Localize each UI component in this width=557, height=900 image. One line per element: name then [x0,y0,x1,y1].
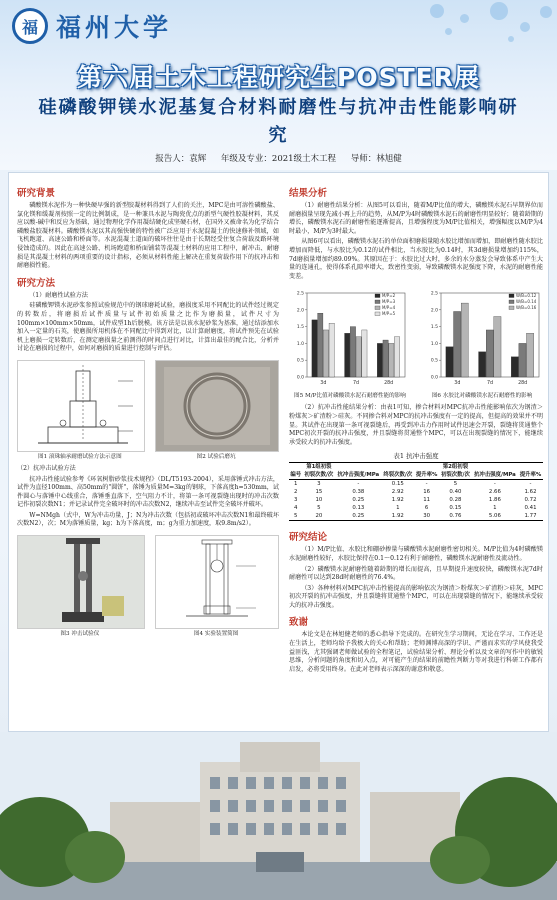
bar [377,344,382,378]
bar [511,357,518,377]
table-cell: 0.25 [335,512,381,521]
table-cell: 5.06 [472,512,518,521]
y-tick-label: 2.0 [296,308,304,314]
university-logo [12,8,172,44]
bar [318,314,323,378]
table-cell: 1.92 [391,496,404,503]
legend-swatch [375,312,380,316]
figure-row-1-captions [17,454,279,461]
ack-heading: 致谢 [289,617,309,629]
figure-6-caption: 图6 水胶比对磷酸镁水泥石耐磨性的影响 [431,393,533,400]
table-cell: 0.15 [391,480,404,487]
figure-2-caption: 图2 试验后磨坑 [196,453,236,460]
left-column [17,181,279,638]
campus-building-illustration [0,732,557,900]
table-group-header-cell: 第1组初裂 [303,463,336,472]
y-tick-label: 0.0 [296,375,304,381]
table-cell: 0.15 [449,504,462,511]
poster-header [0,0,557,170]
y-tick-label: 0.0 [430,375,438,381]
legend-label: M/P=3 [382,299,396,305]
table-cell: 2.92 [391,488,404,495]
bar [461,303,468,377]
table-row [289,496,543,504]
advisor: 导师：林旭健 [350,154,402,164]
table-cell: 30 [414,512,439,521]
y-tick-label: 2.5 [430,291,438,297]
table-column-header-cell: 初裂次数/次 [304,471,334,478]
table-column-header-cell: 抗冲击强度/MPa [472,471,518,480]
table-cell: 6 [424,504,429,511]
poster-title: 第六届土木工程研究生POSTER展 [77,63,480,92]
x-tick-label: 3d [320,381,327,387]
table-cell: 2 [294,488,298,495]
ack-text: 本论文是在林旭健老师的悉心指导下完成的。在研究生学习期间，无论在学习、工作还是在生活上，老师均给予我极大的关心和帮助；老师渊博高深的学识、严谨而求实的学风使我受益匪浅，尤其强调老师做试验的全程笔记，试验结果分析、理论分析以及文章的写作中的敏锐思维，分析问题的角度和切入点，对可能产生的结果的前瞻性判断力等对我进行科研工作都有启发，必将受用终身。在此对老师表示深深的谢意和敬意。 [289,631,543,673]
y-tick-label: 2.0 [430,308,438,314]
bar [383,340,388,377]
x-tick-label: 28d [384,381,394,387]
table-title: 表1 抗冲击强度 [393,452,439,461]
legend-label: M/P=4 [382,305,396,311]
table-cell: 0.76 [439,512,472,521]
table-cell: - [425,480,428,487]
legend-swatch [509,300,514,304]
seal-icon: 福 [12,8,48,44]
table-cell: 10 [315,496,323,503]
reporter: 报告人：袁辉 [155,154,207,164]
legend-swatch [509,294,514,298]
figure-6-svg [423,287,543,391]
conclusion-heading: 研究结论 [289,532,328,544]
bar [356,337,361,377]
x-tick-label: 7d [486,381,494,387]
figure-row-2-captions [17,631,279,638]
bar [526,334,533,378]
bar [494,317,501,377]
x-tick-label: 28d [518,381,528,387]
conclusion-text-1: （1）M/P比值、水胶比和硼砂掺量与磷酸镁水泥耐磨性密切相关。M/P比值为4时磷酸镁水泥耐磨性较好，水胶比保持在0.1～0.12有利于耐磨性，磷酸镁水泥耐磨性及流动性。 [289,546,543,562]
chart-row [289,287,543,391]
table-cell: 1.77 [518,512,543,521]
x-tick-label: 7d [352,381,360,387]
figure-5-chart [289,287,409,391]
figure-4-diagram [155,535,279,629]
legend-label: W/B=0.14 [516,299,537,305]
table-group-header-cell: 第2组初裂 [439,463,472,472]
paper-title: 硅磷酸钾镁水泥基复合材料耐磨性与抗冲击性能影响研究 [38,97,519,146]
bar [329,324,334,378]
grade-major: 年级及专业：2021级土木工程 [220,154,337,164]
table-group-header-cell [335,463,381,472]
table-cell: 0.41 [524,504,537,511]
results-heading: 结果分析 [289,188,328,199]
table-cell: 3 [294,496,298,503]
legend-swatch [509,306,514,310]
bar [486,330,493,377]
table-row [289,480,543,489]
y-tick-label: 0.5 [430,359,438,365]
figure-1-caption: 图1 滚珠轴承耐磨试验方法示意图 [38,453,122,460]
figure-3-caption: 图3 冲击试验仪 [60,631,100,638]
methods-subheading-1: （1）耐磨性试验方法 [29,291,88,299]
table-group-header-cell [289,463,303,472]
table-row [289,512,543,521]
table-cell: 0.13 [352,504,365,511]
legend-swatch [375,306,380,310]
table-cell: 15 [315,488,323,495]
impact-formula: W=NMgh（式中，W为冲击功量，J；N为冲击次数（包括初或破坏冲击次数N1和最终破坏次数N2），次；M为落锤质量，kg；h为下落高度，m；g为重力加速度，取9.8m/s2）。 [17,511,279,528]
figure-row-2 [17,535,279,629]
legend-label: M/P=5 [382,311,396,317]
figure-row-1 [17,360,279,452]
impact-method-heading: （2）抗冲击试验方法 [17,464,76,472]
table-cell: 3 [317,480,321,487]
table-column-header-cell: 提升率% [415,471,438,478]
figure-5-caption: 图5 M/P比值对磷酸镁水泥石耐磨性能的影响 [294,393,406,400]
decorative-dots [390,0,557,60]
results-text-1: （1）耐磨性结果分析：从图5可以看出，随着M/P比值的增大，磷酸镁水泥石早期界位而耐磨损量呈现先减小再上升的趋势，从M/P为4时磷酸镁水泥石的耐磨性明显较好；随着龄期的增长，磷酸镁水泥石的耐磨性能逐渐提高，且增强程度为M/P比值相关，增强幅度以M/P为4时最小，M/P为3时最大。 [289,202,543,235]
figure-4-caption: 图4 实验装置简图 [193,631,239,638]
figure-6-chart [423,287,543,391]
bar [350,327,355,377]
results-text-3: （2）抗冲击性能结果分析：由表1可知，掺合材料对MPC抗冲击性能影响依次为钢渣＞粉煤灰＞矿渣粉＞硅灰。不同掺合料对MPC的抗冲击强度有一定的提高，但提高的效果并不明显。其试件在出现第一条可视裂缝后，再受到冲击力作用时试件迅速会开裂，裂缝将贯通整个MPC初次开裂的抗冲击强度，并且裂缝将贯通整个MPC，可以在出现裂缝的情况下，能继续承受较大的抗冲击强度。 [289,404,543,446]
legend-swatch [375,300,380,304]
table-cell: 16 [423,488,431,495]
table-column-header-cell: 提升率% [519,471,542,478]
table-cell: 11 [423,496,431,503]
figure-1-diagram [17,360,145,452]
bar [479,352,486,377]
school-name: 福州大学 [56,13,173,42]
table-group-header-cell [381,463,414,472]
impact-strength-table [289,462,543,521]
bar [362,330,367,377]
table-cell: 0.25 [352,496,365,503]
table-cell: 5 [289,512,303,521]
y-tick-label: 0.5 [296,359,304,365]
table-cell: 1.62 [524,488,537,495]
table-cell: - [493,480,496,487]
x-tick-label: 3d [454,381,461,387]
table-cell: 1.86 [488,496,501,503]
table-cell: 1.92 [381,512,414,521]
table-column-header [289,471,543,480]
table-cell: 1 [294,480,298,487]
table-cell: 2.66 [488,488,501,495]
y-tick-label: 1.0 [296,342,304,348]
table-group-header-cell [518,463,543,472]
table-cell: - [357,480,360,487]
byline [0,152,557,164]
table-column-header-cell: 初裂次数/次 [440,471,470,478]
table-cell: - [529,480,532,487]
bar [389,344,394,378]
table-column-header-cell: 终裂次数/次 [383,471,413,478]
table-cell: 1 [493,504,497,511]
y-tick-label: 1.5 [296,325,304,331]
bar [454,312,461,378]
table-cell: 5 [317,504,321,511]
table-cell: 0.40 [449,488,462,495]
table-cell: 4 [294,504,298,511]
table-cell: 5 [453,480,458,487]
figure-5-svg [289,287,409,391]
legend-label: W/B=0.12 [516,293,537,299]
table-body [289,480,543,521]
table-group-header [289,463,543,472]
bar [312,320,317,377]
table-group-header-cell [472,463,518,472]
bar [394,337,399,377]
bar [345,334,350,378]
table-column-header-cell: 抗冲击强度/MPa [335,471,381,480]
y-tick-label: 2.5 [296,291,304,297]
impact-method-text: 抗冲击性能试验参考《环氧树脂砂浆技术规程》（DL/T5193-2004），采用落锤式冲击方法，试件为直径100mm、高50mm的"圆饼"，落锤为质量M=3kg的钢球，下落高度h=530mm，试件圆心与落锤中心线重合，落锤垂直落下，空气阻力不计，将第一条可视裂缝出现时的冲击次数记作初裂次数N1；并记录试件完全破坏时的冲击次数N2，继续冲击至试件完全破坏并破坏。 [17,475,279,509]
table-column-header-cell: 编号 [290,471,302,478]
methods-heading: 研究方法 [17,277,56,289]
y-tick-label: 1.0 [430,342,438,348]
background-text: 磷酸镁水泥作为一种快硬早强的新型胶凝材料得到了人们的关注，MPC是由可溶性磷酸盐、氯化镁和缓凝剂按照一定的比例制成，是一种兼具水泥与陶瓷优点的新型气硬性胶凝材料，其反应以酸-碱中和反应为基础，通过物理化学作用凝结硬化成坚硬石材，在国外又被命名为化学结合磷酸盐胶凝材料。磷酸镁水泥以其高强快硬的特性被广泛应用于水泥混凝土的快速修补领域，如飞机跑道、高速公路和桥面等。水泥混凝土道面的破坏往往是由于长期经受住复合荷载及路环境侵蚀造成的。因此在高速公路、机场跑道和桥面铺装等混凝土材料的应用工程中，耐冲击、耐磨损是其混凝土材料的两项重要的设计指标，必须从材料性能上解决在重复荷载作用下的抗冲击和耐磨损性能。 [17,202,279,270]
figure-3-photo [17,535,145,629]
results-text-2: 从图6可以看出，磷酸镁水泥石的单位面积磨损量随水胶比增加而增加，即耐磨性随水胶比增加而降低，与水胶比为0.12的试件相比，当水胶比为0.14时，其3d磨损量增加约115%，7d磨损量增加约89.09%。其原因在于：水胶比过大时，多余的水分蒸发会导致体系中产生大量的连通孔，使得体系孔隙率增大，致密性变弱，导致磷酸镁水泥强度下降，水泥的耐磨性能变差。 [289,238,543,280]
legend-label: M/P=2 [382,293,396,299]
table-row [289,488,543,496]
right-column [289,181,543,676]
bar [519,344,526,378]
conclusion-text-2: （2）磷酸镁水泥耐磨性随着龄期的增长而提高，且早期提升速度较快，磷酸镁水泥7d时耐磨性可以达到28d时耐磨性的76.4%。 [289,565,543,582]
bar [323,330,328,377]
background-heading: 研究背景 [17,188,56,199]
table-cell: 0.28 [449,496,462,503]
content-card [8,172,549,732]
table-cell: 0.38 [352,488,365,495]
campus-footer-illustration [0,732,557,900]
figure-2-photo [155,360,279,452]
conclusion-text-3: （3）各种材料对MPC抗冲击性能提高的影响依次为钢渣＞粉煤灰＞矿渣粉＞硅灰，MPC初次开裂的抗冲击强度，并且裂缝将贯通整个MPC，可以在出现裂缝的情况下，能继续承受较大的抗冲击强度。 [289,584,543,609]
table-group-header-cell [414,463,439,472]
table-cell: 20 [303,512,336,521]
legend-label: W/B=0.16 [516,305,537,311]
chart-captions [289,393,543,400]
y-tick-label: 1.5 [430,325,438,331]
table-cell: 0.72 [524,496,537,503]
legend-swatch [375,294,380,298]
table-row [289,504,543,512]
bar [446,347,453,377]
table-cell: 1 [396,504,400,511]
methods-text: 硅磷酸钾镁水泥砂浆参照试验规范中的钢球磨耗试验，磨损度采用不同配比的试件经过规定的转数后，将磨损后试件质量与试件初始质量之比作为磨损量，试件尺寸为100mm×100mm×50mm，试件成型1h后脱模。该方法是以该水泥砂浆为基准，通过结添加水加入一定量的石英，使磨损所用机体在不同配比中得到对比，以计算耐磨度，将试件预先在试验机上磨损一定转数后，在测定磨损量之前测得的时间点进行对比，计算出最佳的配合比，分析并讨论在磨损的过程中，如何对磨损的质量进行控制与评估。 [17,302,279,353]
